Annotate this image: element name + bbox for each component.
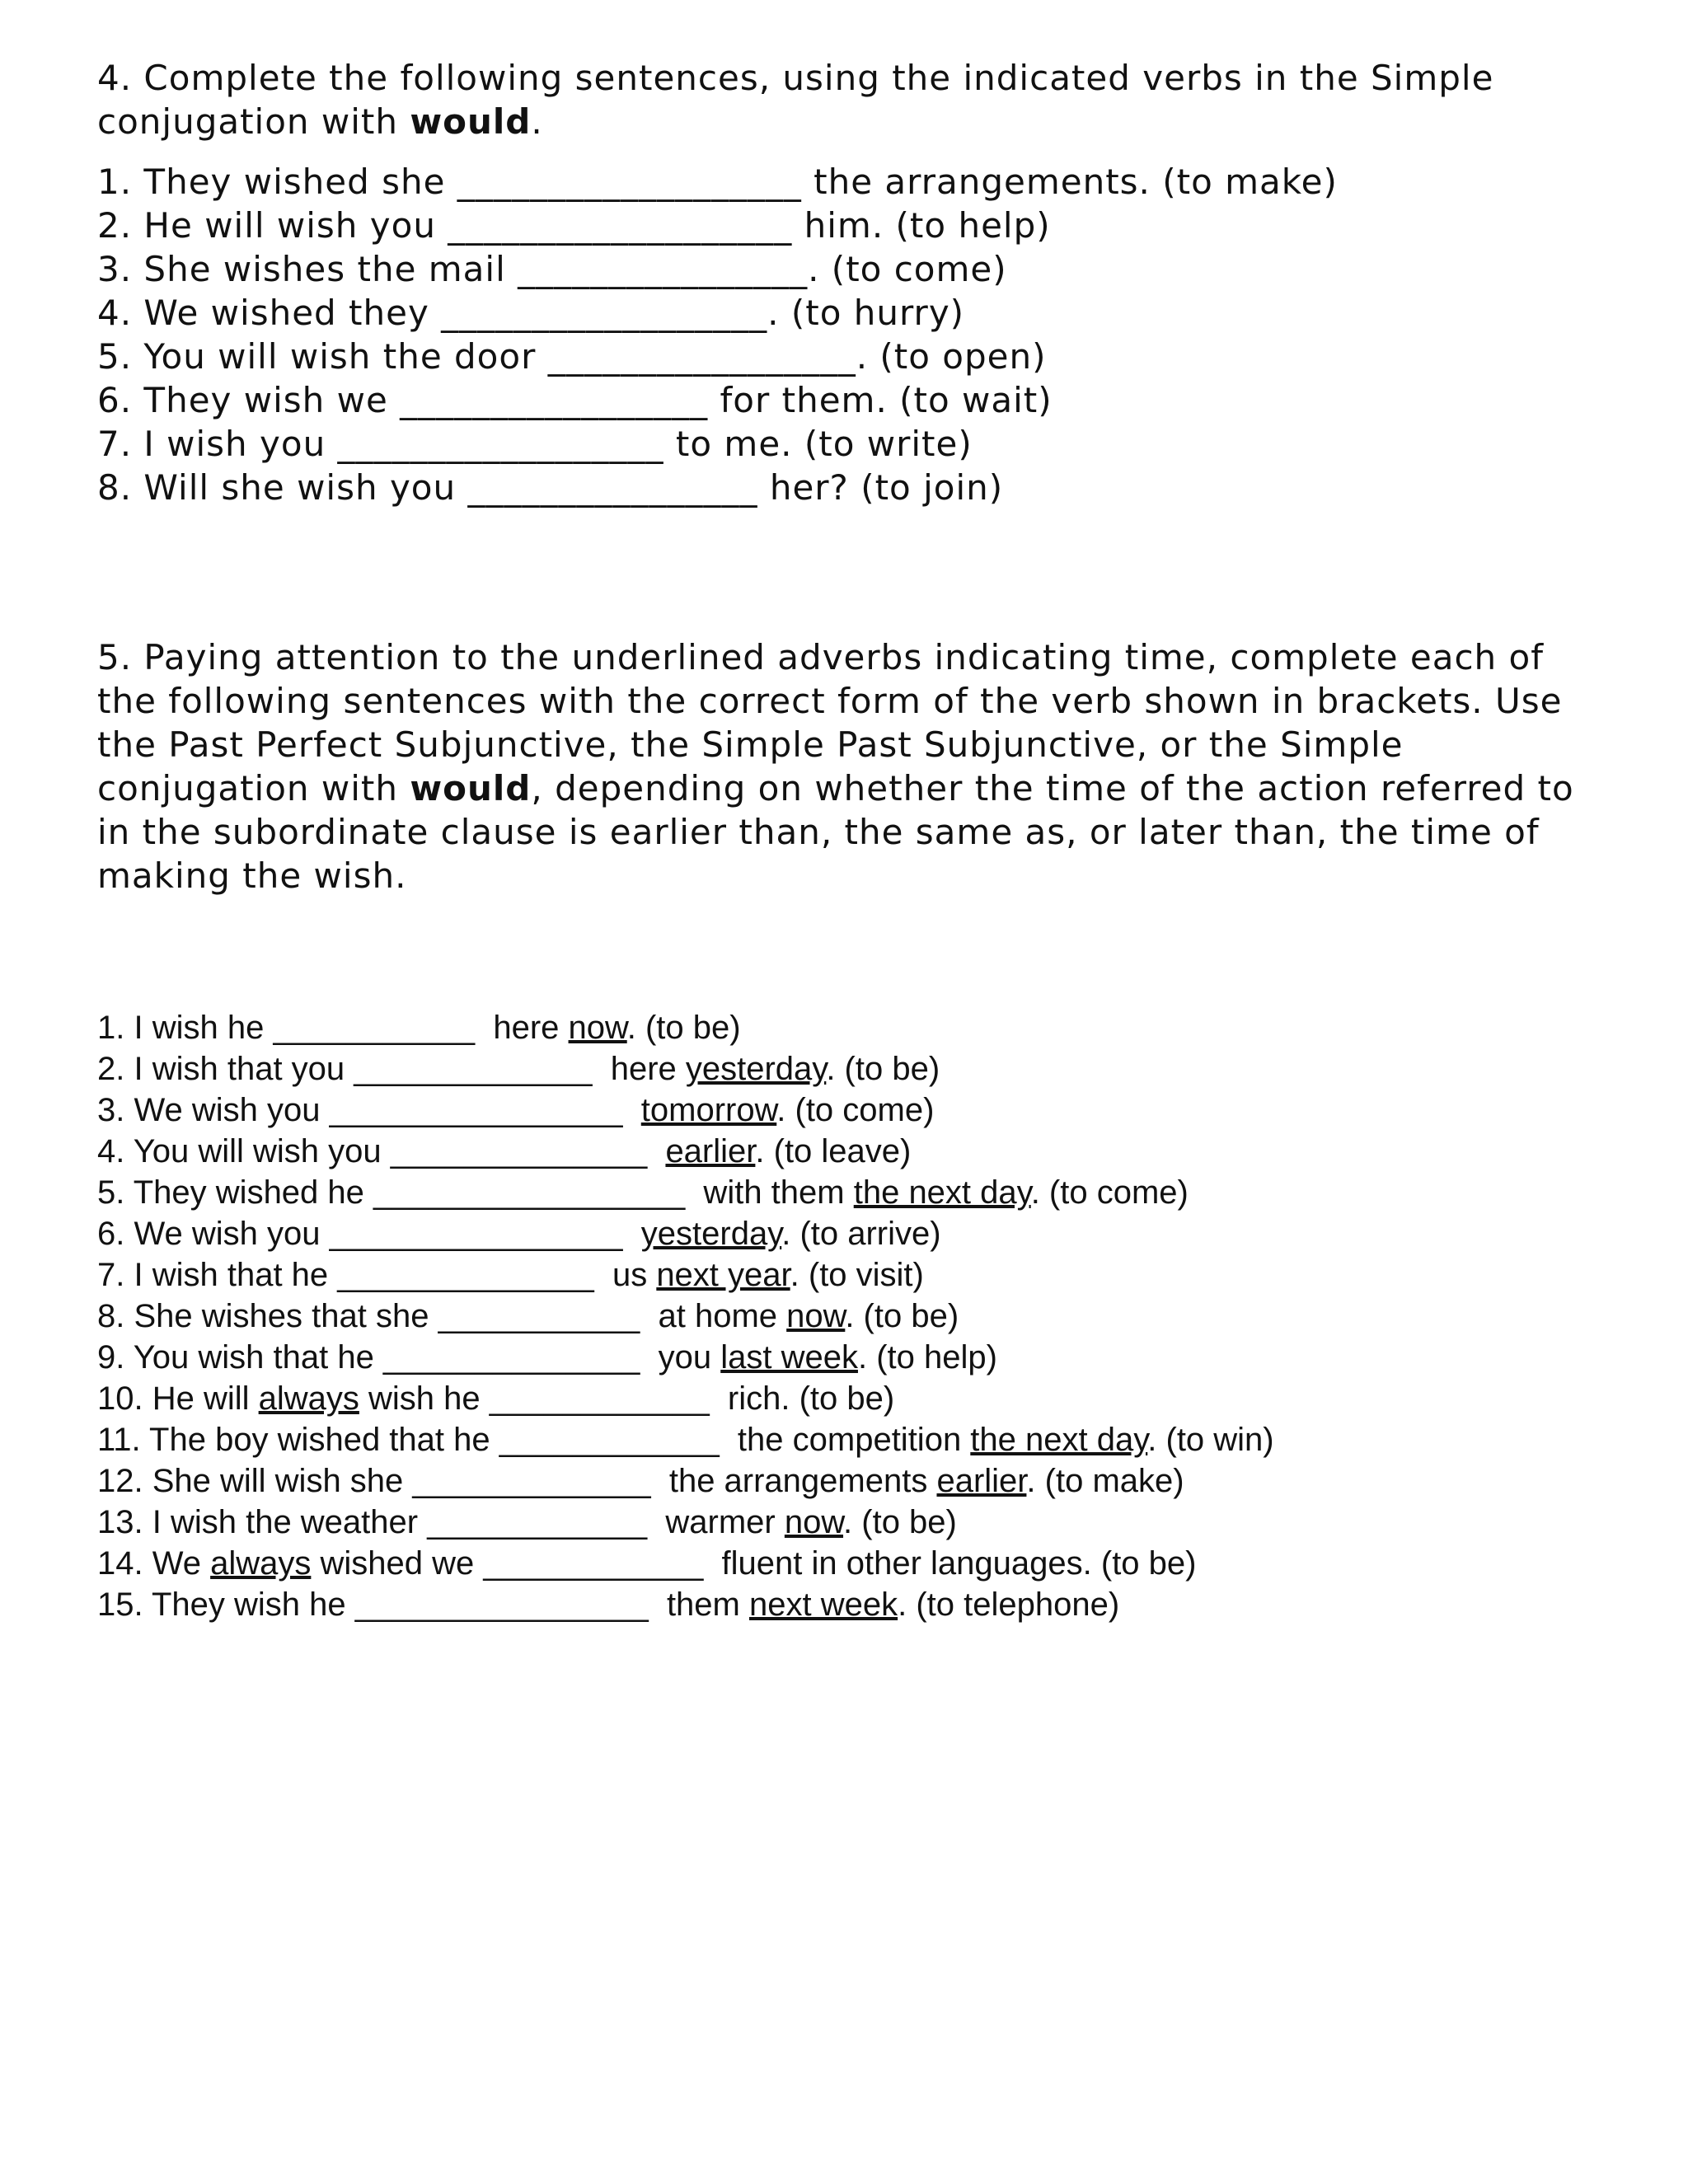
item-text: wish he ____________ rich. (to be) [359, 1380, 895, 1417]
exercise-4-item-1: 1. They wished she ___________________ the arrangements. (to make) [97, 162, 1338, 202]
exercise-5-item-6 [97, 1213, 1614, 1254]
exercise-4-list [97, 160, 1597, 509]
exercise-4-item-8: 8. Will she wish you ________________ her? (to join) [97, 467, 1004, 508]
item-text: . (to make) [1026, 1463, 1184, 1499]
exercise-5-item-9 [97, 1337, 1614, 1378]
exercise-5-item-10 [97, 1378, 1614, 1419]
exercise-5-item-2 [97, 1048, 1614, 1090]
exercise-4-item-2: 2. He will wish you ___________________ him. (to help) [97, 205, 1051, 246]
item-text: . (to help) [857, 1339, 997, 1376]
exercise-4-item-3: 3. She wishes the mail ________________. (to come) [97, 249, 1007, 289]
exercise-4-instructions-text: 4. Complete the following sentences, using the indicated verbs in the Simple conjugation with [97, 58, 1494, 142]
item-text: 13. I wish the weather ____________ warmer [97, 1504, 785, 1540]
bold-term-would: would [410, 768, 532, 808]
item-text: . (to come) [1030, 1174, 1189, 1211]
underlined-adverb: last week [720, 1339, 858, 1376]
exercise-5-item-3 [97, 1090, 1614, 1131]
item-text: 12. She will wish she _____________ the arrangements [97, 1463, 937, 1499]
exercise-4-item-6: 6. They wish we _________________ for them. (to wait) [97, 380, 1053, 420]
exercise-5-item-14 [97, 1543, 1614, 1584]
item-text: 9. You wish that he ______________ you [97, 1339, 721, 1376]
exercise-4-instructions [97, 56, 1597, 143]
exercise-4-item-4: 4. We wished they __________________. (to hurry) [97, 293, 965, 333]
item-text: . (to win) [1147, 1422, 1274, 1458]
exercise-5-instructions-text: 5. Paying attention to the underlined adverbs indicating time, complete each of the following sentences with the correct form of the verb shown in brackets. Use the Past Perfect Subjunctive, the Simple Past Subjunctive, or the Simple conjugation with [97, 637, 1563, 808]
exercise-5-item-11 [97, 1419, 1614, 1460]
underlined-adverb: yesterday [640, 1216, 782, 1252]
exercise-4-instructions-end: . [531, 101, 543, 142]
underlined-adverb: always [210, 1545, 312, 1582]
exercise-5-item-8 [97, 1296, 1614, 1337]
exercise-5-item-1 [97, 1007, 1614, 1048]
item-text: 8. She wishes that she ___________ at home [97, 1298, 787, 1334]
exercise-5-item-12 [97, 1460, 1614, 1502]
item-text: 3. We wish you ________________ [97, 1092, 641, 1128]
item-text: . (to visit) [790, 1257, 924, 1293]
exercise-5-item-4 [97, 1131, 1614, 1172]
item-text: 1. I wish he ___________ here [97, 1010, 569, 1046]
exercise-5-item-15 [97, 1584, 1614, 1625]
underlined-adverb: now [786, 1298, 846, 1334]
underlined-adverb: now [784, 1504, 844, 1540]
underlined-adverb: earlier [665, 1133, 756, 1169]
exercise-5-instructions-end: , depending on whether the time of the action referred to in the subordinate clause is earlier than, the same as, or later than, the time of making the wish. [97, 768, 1574, 896]
item-text: 4. You will wish you ______________ [97, 1133, 666, 1169]
item-text: . (to telephone) [898, 1586, 1120, 1623]
exercise-5-list [97, 1007, 1614, 1625]
item-text: 10. He will [97, 1380, 259, 1417]
underlined-adverb: earlier [936, 1463, 1027, 1499]
item-text: . (to be) [843, 1504, 957, 1540]
item-text: wished we ____________ fluent in other languages. (to be) [311, 1545, 1197, 1582]
item-text: 2. I wish that you _____________ here [97, 1051, 686, 1087]
exercise-5-instructions-paragraph [97, 635, 1614, 898]
item-text: 14. We [97, 1545, 211, 1582]
exercise-4-item-5: 5. You will wish the door _________________. (to open) [97, 336, 1047, 377]
exercise-5-item-7 [97, 1254, 1614, 1296]
item-text: 5. They wished he _________________ with them [97, 1174, 854, 1211]
underlined-adverb: now [568, 1010, 627, 1046]
exercise-5-item-13 [97, 1502, 1614, 1543]
item-text: . (to be) [845, 1298, 959, 1334]
item-text: 11. The boy wished that he ____________ the competition [97, 1422, 971, 1458]
underlined-adverb: next week [748, 1586, 898, 1623]
item-text: 7. I wish that he ______________ us [97, 1257, 657, 1293]
item-text: 15. They wish he ________________ them [97, 1586, 749, 1623]
underlined-adverb: yesterday [685, 1051, 827, 1087]
exercise-5-item-5 [97, 1172, 1614, 1213]
item-text: . (to arrive) [781, 1216, 941, 1252]
underlined-adverb: always [258, 1380, 359, 1417]
item-text: . (to come) [776, 1092, 935, 1128]
exercise-5-instructions [97, 635, 1614, 898]
underlined-adverb: tomorrow [640, 1092, 777, 1128]
item-text: 6. We wish you ________________ [97, 1216, 641, 1252]
item-text: . (to leave) [755, 1133, 912, 1169]
item-text: . (to be) [826, 1051, 940, 1087]
bold-term-would: would [410, 101, 532, 142]
underlined-adverb: next year [656, 1257, 790, 1293]
item-text: . (to be) [626, 1010, 741, 1046]
underlined-adverb: the next day [853, 1174, 1031, 1211]
underlined-adverb: the next day [970, 1422, 1148, 1458]
exercise-4-item-7: 7. I wish you __________________ to me. (to write) [97, 424, 973, 464]
exercise-4 [97, 56, 1597, 509]
